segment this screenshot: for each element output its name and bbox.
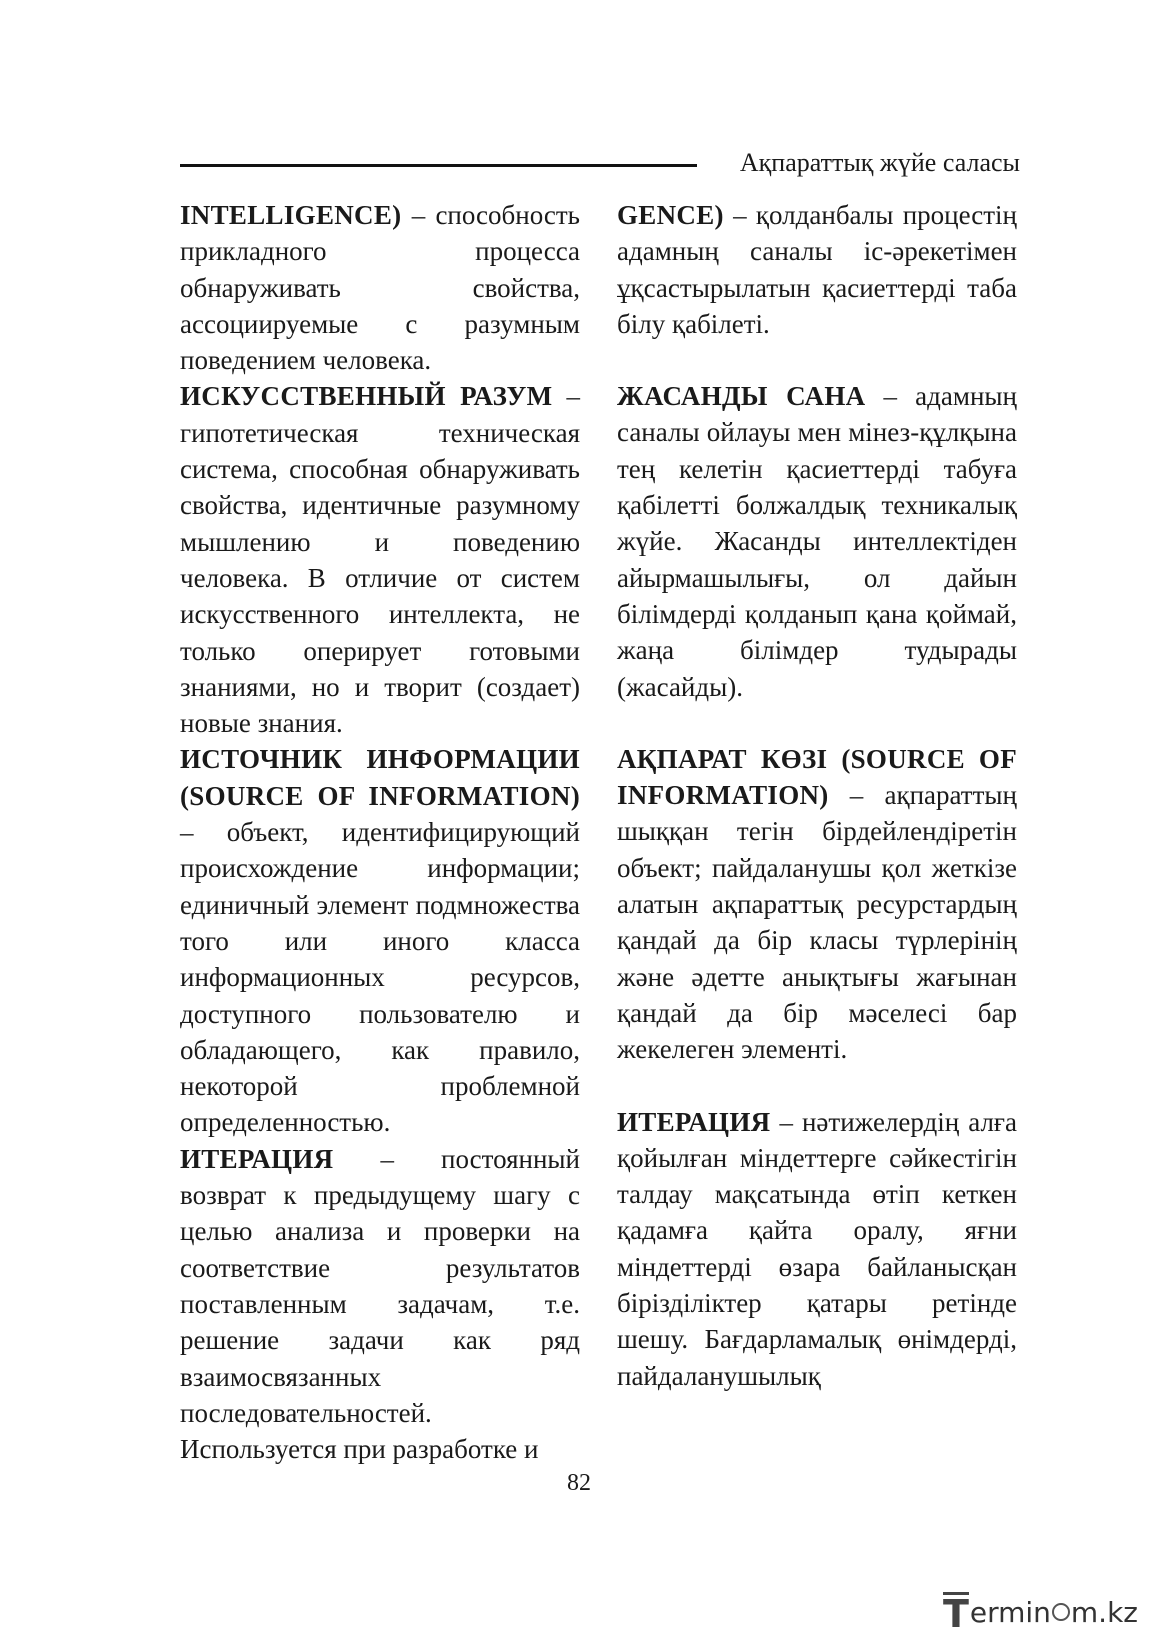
entry-definition: – постоянный возврат к предыдущему шагу с целью анализа и проверки на соответствие результатов поставленным задачам, т.е. решение задачи как ряд взаимосвязанных последовательностей. Используется при разработке и — [180, 1143, 580, 1465]
watermark-text: m.kz — [1070, 1595, 1138, 1629]
dictionary-entry — [180, 741, 580, 1140]
right-column — [617, 197, 1017, 1394]
dictionary-entry — [617, 1104, 1017, 1394]
dictionary-entry — [180, 1141, 580, 1468]
entry-term: INTELLIGENCE) — [180, 200, 402, 230]
dictionary-entry — [617, 741, 1017, 1068]
watermark-letter: T — [942, 1591, 969, 1636]
entry-term: ИСКУССТВЕННЫЙ РАЗУМ — [180, 381, 553, 412]
running-header — [180, 144, 1020, 184]
entry-definition: – способность прикладного процесса обнаруживать свойства, ассоциируемые с разумным поведением человека. — [180, 200, 580, 376]
entry-term: GENCE) — [617, 200, 724, 230]
page-number: 82 — [567, 1470, 591, 1496]
watermark-circle-icon — [1052, 1603, 1070, 1621]
header-title: Ақпараттық жүйе саласы — [739, 148, 1020, 177]
dictionary-entry — [180, 378, 580, 741]
entry-definition: – гипотетическая техническая система, способная обнаруживать свойства, идентичные разумному мышлению и поведению человека. В отличие от систем искусственного интеллекта, не только оперирует готовыми знаниями, но и творит (создает) новые знания. — [180, 381, 580, 739]
entry-term: АҚПАРАТ КӨЗІ (SOURCE OF INFORMATION) — [617, 743, 1017, 811]
left-column — [180, 197, 580, 1467]
site-watermark — [942, 1591, 1138, 1636]
entry-definition: – нәтижелердің алға қойылған міндеттерге сәйкестігін талдау мақсатында өтіп кеткен қадамға қайта оралу, яғни міндеттерді өзара байланысқан бірізділіктер қатары ретінде шешу. Бағдарламалық өнімдерді, пайдаланушылық — [617, 1106, 1017, 1391]
entry-definition: – ақпараттың шыққан тегін бірдейлендіретін объект; пайдаланушы қол жеткізе алатын ақпараттық ресурстардың қандай да бір класы түрлерінің және әдетте анықтығы жағынан қандай да бір мәселесі бар жекелеген элементі. — [617, 780, 1017, 1065]
dictionary-entry — [617, 378, 1017, 705]
dictionary-entry — [180, 197, 580, 378]
entry-definition: – объект, идентифицирующий происхождение информации; единичный элемент подмножества того или иного класса информационных ресурсов, доступного пользователю и обладающего, как правило, некоторой проблемной определенностью. — [180, 817, 580, 1138]
entry-definition: – қолданбалы процестің адамның саналы іс-әрекетімен ұқсастырылатын қасиеттерді таба білу қабілеті. — [617, 200, 1017, 339]
entry-definition: – адамның саналы ойлауы мен мінез-құлқына тең келетін қасиеттерді табуға қабілетті болжалдық техникалық жүйе. Жасанды интеллектіден айырмашылығы, ол дайын білімдерді қолданып қана қоймай, жаңа білімдер тудырады (жасайды). — [617, 381, 1017, 702]
watermark-text: ermin — [969, 1595, 1051, 1629]
entry-term: ИТЕРАЦИЯ — [180, 1143, 334, 1174]
dictionary-entry — [617, 197, 1017, 342]
entry-term: ЖАСАНДЫ САНА — [617, 381, 866, 412]
entry-term: ИТЕРАЦИЯ — [617, 1106, 771, 1137]
entry-term: ИСТОЧНИК ИНФОРМАЦИИ (SOURCE OF INFORMATION) — [180, 744, 580, 811]
header-rule — [180, 164, 697, 167]
